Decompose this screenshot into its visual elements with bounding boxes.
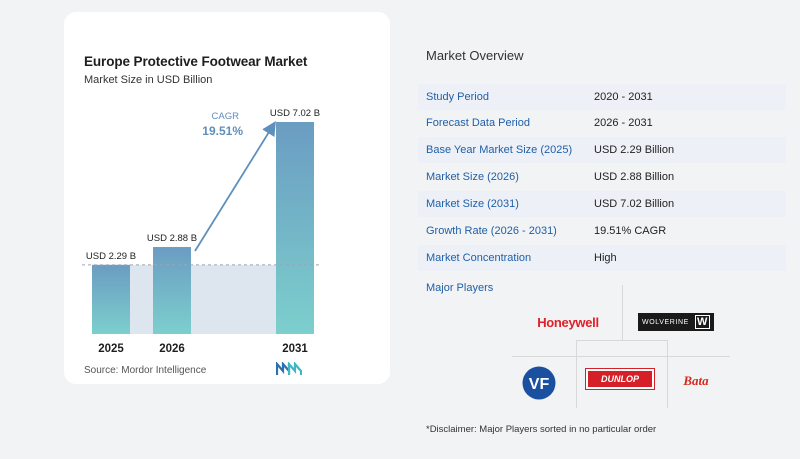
row-value: 2020 - 2031: [594, 91, 653, 103]
honeywell-logo: Honeywell: [537, 314, 599, 330]
overview-row: [418, 245, 786, 271]
row-value: USD 2.88 Billion: [594, 171, 675, 183]
chart-title: Europe Protective Footwear Market: [84, 54, 308, 69]
wolverine-logo-text: WOLVERINE: [642, 318, 689, 326]
overview-title: Market Overview: [426, 48, 524, 63]
bar-2031: [276, 122, 314, 334]
chart-card: [64, 12, 390, 384]
row-label: Growth Rate (2026 - 2031): [426, 225, 557, 237]
wolverine-logo-mark: W: [697, 316, 708, 328]
bar-2026: [153, 247, 191, 334]
row-label: Forecast Data Period: [426, 117, 530, 129]
bata-logo: Bata: [683, 373, 709, 388]
row-label: Market Concentration: [426, 252, 532, 264]
row-label: Base Year Market Size (2025): [426, 144, 573, 156]
cagr-arrow: [195, 124, 274, 251]
grid-divider: [576, 340, 577, 408]
market-overview-panel: [400, 0, 800, 459]
row-value: 19.51% CAGR: [594, 225, 667, 237]
disclaimer-note: *Disclaimer: Major Players sorted in no particular order: [426, 424, 657, 435]
data-label-2026: USD 2.88 B: [146, 233, 198, 245]
vf-logo-text: VF: [528, 376, 550, 393]
overview-row: [418, 191, 786, 217]
cagr-value: 19.51%: [202, 124, 243, 138]
row-value: USD 2.29 Billion: [594, 144, 675, 156]
source-note: Source: Mordor Intelligence: [84, 365, 207, 376]
major-players-title: Major Players: [426, 282, 494, 294]
row-label: Study Period: [426, 91, 489, 103]
grid-divider: [622, 285, 623, 341]
overview-row: [418, 164, 786, 190]
overview-row: [418, 218, 786, 244]
overview-row: [418, 110, 786, 136]
overview-row: [418, 84, 786, 110]
grid-divider: [576, 340, 668, 341]
data-label-2031: USD 7.02 B: [269, 108, 321, 119]
bar-2025: [92, 265, 130, 334]
overview-row: [418, 137, 786, 163]
grid-divider: [667, 340, 668, 408]
wolverine-logo: [638, 313, 714, 331]
row-value: High: [594, 252, 617, 264]
vf-logo-icon: [522, 366, 556, 400]
data-label-2025: USD 2.29 B: [85, 250, 137, 262]
dunlop-logo: DUNLOP: [586, 369, 654, 389]
x-tick-2031: 2031: [282, 343, 308, 355]
mordor-logo-icon: [276, 362, 302, 376]
row-value: USD 7.02 Billion: [594, 198, 675, 210]
bar-chart: [64, 12, 390, 384]
row-label: Market Size (2031): [426, 198, 519, 210]
cagr-label: CAGR: [211, 111, 239, 122]
chart-subtitle: Market Size in USD Billion: [84, 74, 213, 86]
row-value: 2026 - 2031: [594, 117, 653, 129]
x-tick-2025: 2025: [98, 343, 124, 355]
x-tick-2026: 2026: [159, 343, 185, 355]
row-label: Market Size (2026): [426, 171, 519, 183]
grid-divider: [512, 356, 730, 357]
